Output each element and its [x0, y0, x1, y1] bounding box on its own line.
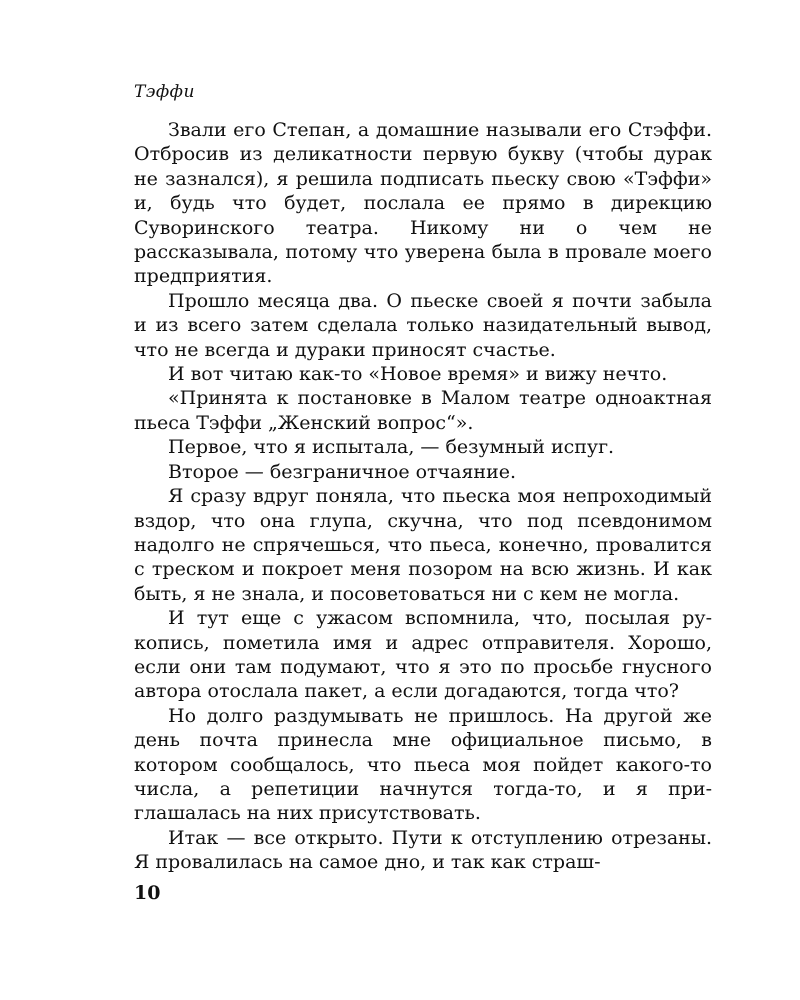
- paragraph: Второе — безграничное отчаяние.: [168, 460, 517, 483]
- body-text: [134, 118, 712, 875]
- paragraph: И вот читаю как-то «Новое время» и вижу нечто.: [168, 363, 668, 386]
- paragraph: Но долго раздумывать не пришлось. На другой же день почта принесла мне официальное письмо, в котором сообщалось, что пьеса моя пойдет какого-то числа, а репетиции начнутся тогда-то, и я приглашалась на них присутствовать.: [134, 704, 712, 825]
- page-number: 10: [134, 882, 161, 904]
- paragraph: Первое, что я испытала, — безумный испуг.: [168, 436, 615, 459]
- paragraph: И тут еще с ужасом вспомнила, что, посылая рукопись, пометила имя и адрес отправителя. Хорошо, если они там подумают, что я это по просьбе гнусного автора отослала пакет, а если догадаются, тогда что?: [134, 607, 712, 703]
- paragraph: Прошло месяца два. О пьеске своей я почти забыла и из всего затем сделала только назидательный вывод, что не всегда и дураки приносят счастье.: [134, 289, 712, 361]
- running-head-author: Тэффи: [134, 82, 195, 102]
- paragraph: Итак — все открыто. Пути к отступлению отрезаны. Я провалилась на самое дно, и так как страш-: [134, 826, 712, 874]
- paragraph: Звали его Степан, а домашние называли его Стэффи. Отбросив из деликатности первую букву (чтобы дурак не зазнался), я решила подписать пьеску свою «Тэффи» и, будь что будет, послала ее прямо в дирекцию Суворинского театра. Никому ни о чем не рассказывала, потому что уверена была в провале моего предприятия.: [134, 119, 712, 288]
- paragraph: «Принята к постановке в Малом театре одноактная пьеса Тэффи „Женский вопрос“».: [134, 387, 712, 434]
- paragraph: Я сразу вдруг поняла, что пьеска моя непроходимый вздор, что она глупа, скучна, что под псевдонимом надолго не спрячешься, что пьеса, конечно, провалится с треском и покроет меня позором на всю жизнь. И как быть, я не знала, и посоветоваться ни с кем не могла.: [134, 485, 712, 605]
